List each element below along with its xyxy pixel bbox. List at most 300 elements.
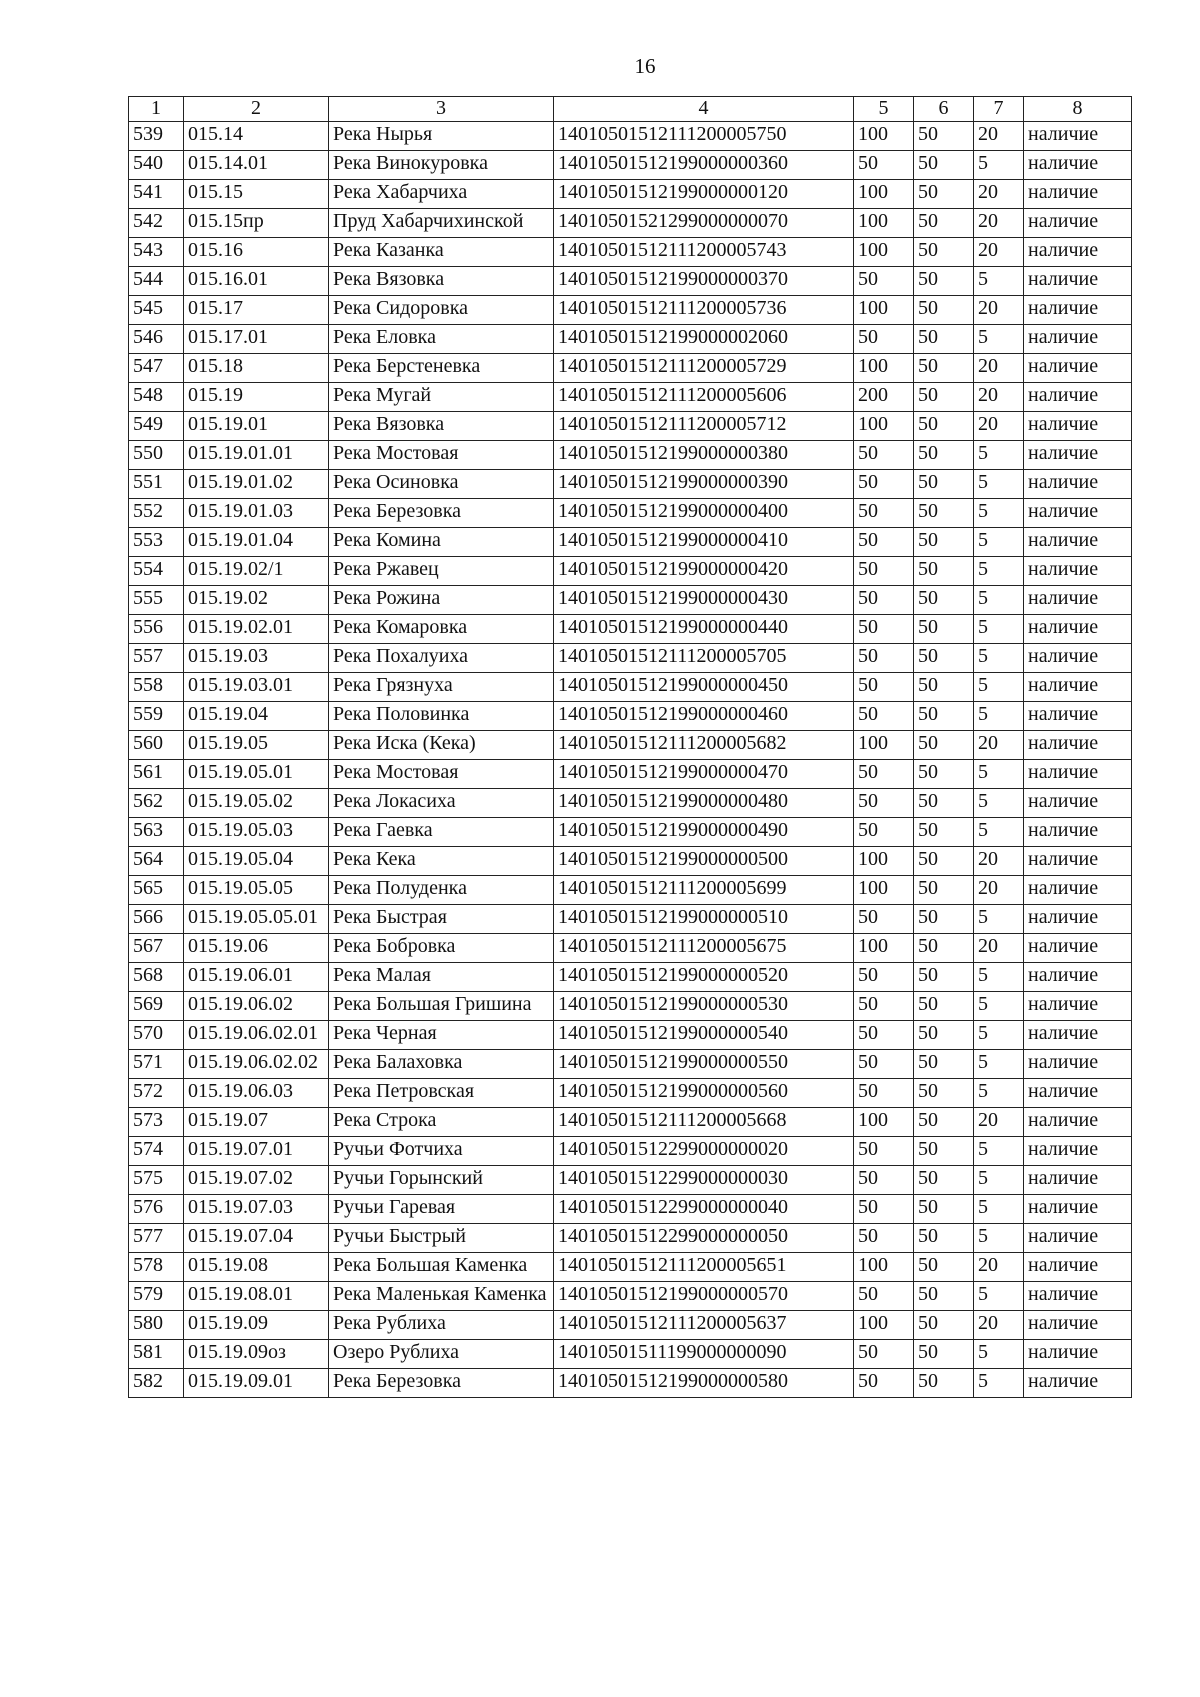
table-row (129, 644, 1132, 673)
table-row (129, 963, 1132, 992)
value-6-cell: 50 (914, 499, 974, 528)
value-6-cell: 50 (914, 963, 974, 992)
value-7-cell: 20 (974, 731, 1024, 760)
value-7-cell: 5 (974, 1282, 1024, 1311)
value-7-cell: 20 (974, 383, 1024, 412)
value-7-cell: 5 (974, 673, 1024, 702)
code-cell: 015.17 (184, 296, 329, 325)
value-7-cell: 20 (974, 180, 1024, 209)
value-6-cell: 50 (914, 557, 974, 586)
value-6-cell: 50 (914, 354, 974, 383)
registry-code-cell: 14010501512299000000040 (554, 1195, 854, 1224)
water-body-name-cell: Река Полуденка (329, 876, 554, 905)
value-5-cell: 50 (854, 1224, 914, 1253)
registry-code-cell: 14010501512199000000120 (554, 180, 854, 209)
column-header: 7 (974, 97, 1024, 122)
value-5-cell: 100 (854, 934, 914, 963)
status-cell: наличие (1024, 296, 1132, 325)
value-6-cell: 50 (914, 1224, 974, 1253)
row-number-cell: 579 (129, 1282, 184, 1311)
water-body-name-cell: Ручьи Фотчиха (329, 1137, 554, 1166)
registry-code-cell: 14010501512111200005743 (554, 238, 854, 267)
status-cell: наличие (1024, 354, 1132, 383)
row-number-cell: 546 (129, 325, 184, 354)
status-cell: наличие (1024, 1369, 1132, 1398)
water-body-name-cell: Пруд Хабарчихинской (329, 209, 554, 238)
code-cell: 015.19.06.02 (184, 992, 329, 1021)
water-body-name-cell: Река Березовка (329, 1369, 554, 1398)
registry-code-cell: 14010501512199000000480 (554, 789, 854, 818)
table-row (129, 383, 1132, 412)
value-7-cell: 5 (974, 818, 1024, 847)
registry-code-cell: 14010501512199000000380 (554, 441, 854, 470)
value-5-cell: 50 (854, 673, 914, 702)
code-cell: 015.15 (184, 180, 329, 209)
water-body-name-cell: Река Березовка (329, 499, 554, 528)
value-6-cell: 50 (914, 267, 974, 296)
water-body-name-cell: Река Вязовка (329, 267, 554, 296)
row-number-cell: 542 (129, 209, 184, 238)
value-6-cell: 50 (914, 615, 974, 644)
table-row (129, 1166, 1132, 1195)
value-7-cell: 5 (974, 441, 1024, 470)
value-6-cell: 50 (914, 1253, 974, 1282)
water-body-name-cell: Озеро Рублиха (329, 1340, 554, 1369)
table-row (129, 238, 1132, 267)
water-body-name-cell: Река Черная (329, 1021, 554, 1050)
code-cell: 015.19.08.01 (184, 1282, 329, 1311)
status-cell: наличие (1024, 760, 1132, 789)
status-cell: наличие (1024, 1340, 1132, 1369)
status-cell: наличие (1024, 876, 1132, 905)
code-cell: 015.15пр (184, 209, 329, 238)
value-7-cell: 20 (974, 296, 1024, 325)
value-7-cell: 5 (974, 586, 1024, 615)
header-row (129, 97, 1132, 122)
status-cell: наличие (1024, 238, 1132, 267)
registry-code-cell: 14010501512111200005750 (554, 122, 854, 151)
registry-table (128, 96, 1132, 1398)
value-6-cell: 50 (914, 731, 974, 760)
table-row (129, 1108, 1132, 1137)
table-row (129, 847, 1132, 876)
column-header: 1 (129, 97, 184, 122)
value-6-cell: 50 (914, 586, 974, 615)
column-header: 8 (1024, 97, 1132, 122)
code-cell: 015.19 (184, 383, 329, 412)
value-7-cell: 5 (974, 1166, 1024, 1195)
water-body-name-cell: Река Похалуиха (329, 644, 554, 673)
value-5-cell: 100 (854, 238, 914, 267)
row-number-cell: 540 (129, 151, 184, 180)
code-cell: 015.19.01 (184, 412, 329, 441)
value-7-cell: 5 (974, 325, 1024, 354)
value-5-cell: 100 (854, 180, 914, 209)
status-cell: наличие (1024, 586, 1132, 615)
code-cell: 015.19.06.02.02 (184, 1050, 329, 1079)
value-7-cell: 20 (974, 1108, 1024, 1137)
code-cell: 015.19.05.03 (184, 818, 329, 847)
registry-code-cell: 14010501512199000002060 (554, 325, 854, 354)
registry-code-cell: 14010501512199000000580 (554, 1369, 854, 1398)
registry-code-cell: 14010501512111200005651 (554, 1253, 854, 1282)
water-body-name-cell: Река Иска (Кека) (329, 731, 554, 760)
value-5-cell: 50 (854, 267, 914, 296)
value-7-cell: 5 (974, 905, 1024, 934)
value-6-cell: 50 (914, 325, 974, 354)
value-5-cell: 50 (854, 586, 914, 615)
value-5-cell: 200 (854, 383, 914, 412)
water-body-name-cell: Река Быстрая (329, 905, 554, 934)
value-5-cell: 100 (854, 296, 914, 325)
value-7-cell: 5 (974, 789, 1024, 818)
value-7-cell: 20 (974, 122, 1024, 151)
status-cell: наличие (1024, 963, 1132, 992)
value-6-cell: 50 (914, 702, 974, 731)
table-row (129, 992, 1132, 1021)
status-cell: наличие (1024, 702, 1132, 731)
row-number-cell: 567 (129, 934, 184, 963)
status-cell: наличие (1024, 470, 1132, 499)
status-cell: наличие (1024, 325, 1132, 354)
status-cell: наличие (1024, 644, 1132, 673)
row-number-cell: 559 (129, 702, 184, 731)
value-6-cell: 50 (914, 673, 974, 702)
registry-code-cell: 14010501512199000000500 (554, 847, 854, 876)
water-body-name-cell: Река Гаевка (329, 818, 554, 847)
table-row (129, 122, 1132, 151)
value-5-cell: 50 (854, 528, 914, 557)
registry-code-cell: 14010501512111200005699 (554, 876, 854, 905)
value-7-cell: 20 (974, 209, 1024, 238)
table-row (129, 151, 1132, 180)
value-5-cell: 100 (854, 731, 914, 760)
value-6-cell: 50 (914, 1311, 974, 1340)
table-row (129, 412, 1132, 441)
status-cell: наличие (1024, 731, 1132, 760)
registry-code-cell: 14010501512199000000450 (554, 673, 854, 702)
water-body-name-cell: Река Петровская (329, 1079, 554, 1108)
table-row (129, 702, 1132, 731)
code-cell: 015.19.06.02.01 (184, 1021, 329, 1050)
value-6-cell: 50 (914, 1137, 974, 1166)
status-cell: наличие (1024, 1224, 1132, 1253)
table-row (129, 1311, 1132, 1340)
table-row (129, 731, 1132, 760)
code-cell: 015.19.07.04 (184, 1224, 329, 1253)
value-5-cell: 100 (854, 876, 914, 905)
table-row (129, 557, 1132, 586)
value-5-cell: 100 (854, 122, 914, 151)
code-cell: 015.19.06.01 (184, 963, 329, 992)
row-number-cell: 549 (129, 412, 184, 441)
registry-code-cell: 14010501512299000000020 (554, 1137, 854, 1166)
value-6-cell: 50 (914, 412, 974, 441)
value-6-cell: 50 (914, 992, 974, 1021)
table-row (129, 876, 1132, 905)
water-body-name-cell: Река Комина (329, 528, 554, 557)
value-5-cell: 50 (854, 1340, 914, 1369)
water-body-name-cell: Река Осиновка (329, 470, 554, 499)
value-5-cell: 100 (854, 1253, 914, 1282)
value-7-cell: 5 (974, 1079, 1024, 1108)
code-cell: 015.19.07 (184, 1108, 329, 1137)
code-cell: 015.19.09оз (184, 1340, 329, 1369)
row-number-cell: 547 (129, 354, 184, 383)
value-7-cell: 5 (974, 151, 1024, 180)
value-6-cell: 50 (914, 1340, 974, 1369)
status-cell: наличие (1024, 1079, 1132, 1108)
registry-code-cell: 14010501512199000000570 (554, 1282, 854, 1311)
code-cell: 015.19.07.03 (184, 1195, 329, 1224)
code-cell: 015.19.05.01 (184, 760, 329, 789)
registry-code-cell: 14010501512111200005682 (554, 731, 854, 760)
row-number-cell: 574 (129, 1137, 184, 1166)
water-body-name-cell: Река Мостовая (329, 760, 554, 789)
status-cell: наличие (1024, 1253, 1132, 1282)
status-cell: наличие (1024, 209, 1132, 238)
value-5-cell: 50 (854, 818, 914, 847)
code-cell: 015.19.09 (184, 1311, 329, 1340)
row-number-cell: 565 (129, 876, 184, 905)
value-7-cell: 5 (974, 1224, 1024, 1253)
code-cell: 015.19.01.02 (184, 470, 329, 499)
value-7-cell: 5 (974, 1050, 1024, 1079)
value-6-cell: 50 (914, 1282, 974, 1311)
registry-code-cell: 14010501511199000000090 (554, 1340, 854, 1369)
row-number-cell: 560 (129, 731, 184, 760)
code-cell: 015.19.01.03 (184, 499, 329, 528)
table-row (129, 499, 1132, 528)
table-row (129, 673, 1132, 702)
row-number-cell: 572 (129, 1079, 184, 1108)
value-7-cell: 5 (974, 267, 1024, 296)
status-cell: наличие (1024, 180, 1132, 209)
table-row (129, 934, 1132, 963)
value-7-cell: 20 (974, 934, 1024, 963)
row-number-cell: 573 (129, 1108, 184, 1137)
status-cell: наличие (1024, 122, 1132, 151)
water-body-name-cell: Река Берстеневка (329, 354, 554, 383)
page-number: 16 (634, 54, 656, 78)
registry-code-cell: 14010501512199000000540 (554, 1021, 854, 1050)
code-cell: 015.19.01.01 (184, 441, 329, 470)
value-7-cell: 5 (974, 470, 1024, 499)
water-body-name-cell: Река Еловка (329, 325, 554, 354)
value-6-cell: 50 (914, 934, 974, 963)
column-header: 2 (184, 97, 329, 122)
code-cell: 015.18 (184, 354, 329, 383)
table-row (129, 209, 1132, 238)
row-number-cell: 561 (129, 760, 184, 789)
value-6-cell: 50 (914, 180, 974, 209)
registry-code-cell: 14010501512111200005606 (554, 383, 854, 412)
value-6-cell: 50 (914, 789, 974, 818)
status-cell: наличие (1024, 818, 1132, 847)
code-cell: 015.19.04 (184, 702, 329, 731)
value-6-cell: 50 (914, 122, 974, 151)
value-5-cell: 50 (854, 760, 914, 789)
registry-code-cell: 14010501512199000000490 (554, 818, 854, 847)
registry-code-cell: 14010501521299000000070 (554, 209, 854, 238)
registry-code-cell: 14010501512111200005637 (554, 1311, 854, 1340)
status-cell: наличие (1024, 847, 1132, 876)
code-cell: 015.14 (184, 122, 329, 151)
value-6-cell: 50 (914, 441, 974, 470)
water-body-name-cell: Река Комаровка (329, 615, 554, 644)
status-cell: наличие (1024, 412, 1132, 441)
value-5-cell: 100 (854, 412, 914, 441)
value-7-cell: 5 (974, 528, 1024, 557)
value-6-cell: 50 (914, 644, 974, 673)
row-number-cell: 553 (129, 528, 184, 557)
code-cell: 015.14.01 (184, 151, 329, 180)
value-7-cell: 20 (974, 1311, 1024, 1340)
registry-code-cell: 14010501512199000000390 (554, 470, 854, 499)
water-body-name-cell: Река Рожина (329, 586, 554, 615)
column-header: 3 (329, 97, 554, 122)
code-cell: 015.19.05.05 (184, 876, 329, 905)
table-row (129, 1282, 1132, 1311)
value-7-cell: 5 (974, 992, 1024, 1021)
value-5-cell: 50 (854, 1195, 914, 1224)
table-row (129, 180, 1132, 209)
value-7-cell: 20 (974, 412, 1024, 441)
value-7-cell: 5 (974, 1369, 1024, 1398)
status-cell: наличие (1024, 1195, 1132, 1224)
water-body-name-cell: Река Большая Каменка (329, 1253, 554, 1282)
table-row (129, 789, 1132, 818)
row-number-cell: 548 (129, 383, 184, 412)
registry-code-cell: 14010501512199000000510 (554, 905, 854, 934)
value-6-cell: 50 (914, 1021, 974, 1050)
status-cell: наличие (1024, 528, 1132, 557)
code-cell: 015.19.01.04 (184, 528, 329, 557)
code-cell: 015.19.03.01 (184, 673, 329, 702)
row-number-cell: 539 (129, 122, 184, 151)
value-5-cell: 50 (854, 441, 914, 470)
water-body-name-cell: Река Мугай (329, 383, 554, 412)
row-number-cell: 566 (129, 905, 184, 934)
table-row (129, 1340, 1132, 1369)
table-body (129, 122, 1132, 1398)
water-body-name-cell: Река Ржавец (329, 557, 554, 586)
row-number-cell: 545 (129, 296, 184, 325)
value-5-cell: 50 (854, 789, 914, 818)
row-number-cell: 564 (129, 847, 184, 876)
status-cell: наличие (1024, 151, 1132, 180)
water-body-name-cell: Река Локасиха (329, 789, 554, 818)
row-number-cell: 550 (129, 441, 184, 470)
table-row (129, 470, 1132, 499)
value-7-cell: 20 (974, 354, 1024, 383)
value-6-cell: 50 (914, 1079, 974, 1108)
registry-code-cell: 14010501512199000000530 (554, 992, 854, 1021)
table-row (129, 1050, 1132, 1079)
value-5-cell: 100 (854, 354, 914, 383)
table-row (129, 296, 1132, 325)
value-5-cell: 50 (854, 992, 914, 1021)
row-number-cell: 544 (129, 267, 184, 296)
code-cell: 015.19.07.02 (184, 1166, 329, 1195)
water-body-name-cell: Ручьи Гаревая (329, 1195, 554, 1224)
code-cell: 015.17.01 (184, 325, 329, 354)
value-5-cell: 100 (854, 1311, 914, 1340)
row-number-cell: 581 (129, 1340, 184, 1369)
status-cell: наличие (1024, 615, 1132, 644)
row-number-cell: 575 (129, 1166, 184, 1195)
value-5-cell: 50 (854, 1369, 914, 1398)
row-number-cell: 580 (129, 1311, 184, 1340)
registry-code-cell: 14010501512299000000050 (554, 1224, 854, 1253)
column-header: 5 (854, 97, 914, 122)
value-6-cell: 50 (914, 1108, 974, 1137)
value-7-cell: 20 (974, 1253, 1024, 1282)
status-cell: наличие (1024, 1166, 1132, 1195)
value-5-cell: 50 (854, 1021, 914, 1050)
registry-code-cell: 14010501512199000000410 (554, 528, 854, 557)
status-cell: наличие (1024, 992, 1132, 1021)
code-cell: 015.19.06.03 (184, 1079, 329, 1108)
value-5-cell: 50 (854, 702, 914, 731)
code-cell: 015.19.09.01 (184, 1369, 329, 1398)
value-6-cell: 50 (914, 1050, 974, 1079)
code-cell: 015.19.02 (184, 586, 329, 615)
status-cell: наличие (1024, 789, 1132, 818)
status-cell: наличие (1024, 499, 1132, 528)
value-6-cell: 50 (914, 151, 974, 180)
code-cell: 015.19.05.02 (184, 789, 329, 818)
registry-code-cell: 14010501512199000000560 (554, 1079, 854, 1108)
value-7-cell: 20 (974, 847, 1024, 876)
registry-code-cell: 14010501512111200005668 (554, 1108, 854, 1137)
table-row (129, 615, 1132, 644)
value-7-cell: 5 (974, 557, 1024, 586)
registry-code-cell: 14010501512199000000370 (554, 267, 854, 296)
row-number-cell: 555 (129, 586, 184, 615)
registry-code-cell: 14010501512199000000470 (554, 760, 854, 789)
row-number-cell: 570 (129, 1021, 184, 1050)
water-body-name-cell: Река Бобровка (329, 934, 554, 963)
value-6-cell: 50 (914, 209, 974, 238)
water-body-name-cell: Река Нырья (329, 122, 554, 151)
value-5-cell: 100 (854, 847, 914, 876)
value-5-cell: 100 (854, 209, 914, 238)
code-cell: 015.19.03 (184, 644, 329, 673)
value-5-cell: 50 (854, 557, 914, 586)
value-5-cell: 50 (854, 325, 914, 354)
value-6-cell: 50 (914, 528, 974, 557)
status-cell: наличие (1024, 905, 1132, 934)
value-5-cell: 50 (854, 1137, 914, 1166)
water-body-name-cell: Река Сидоровка (329, 296, 554, 325)
registry-code-cell: 14010501512199000000550 (554, 1050, 854, 1079)
code-cell: 015.19.07.01 (184, 1137, 329, 1166)
registry-code-cell: 14010501512111200005736 (554, 296, 854, 325)
value-7-cell: 5 (974, 644, 1024, 673)
registry-code-cell: 14010501512111200005675 (554, 934, 854, 963)
status-cell: наличие (1024, 557, 1132, 586)
value-6-cell: 50 (914, 383, 974, 412)
value-7-cell: 5 (974, 1195, 1024, 1224)
water-body-name-cell: Река Грязнуха (329, 673, 554, 702)
row-number-cell: 562 (129, 789, 184, 818)
registry-code-cell: 14010501512199000000520 (554, 963, 854, 992)
code-cell: 015.19.02.01 (184, 615, 329, 644)
water-body-name-cell: Река Хабарчиха (329, 180, 554, 209)
status-cell: наличие (1024, 1108, 1132, 1137)
value-5-cell: 50 (854, 1282, 914, 1311)
